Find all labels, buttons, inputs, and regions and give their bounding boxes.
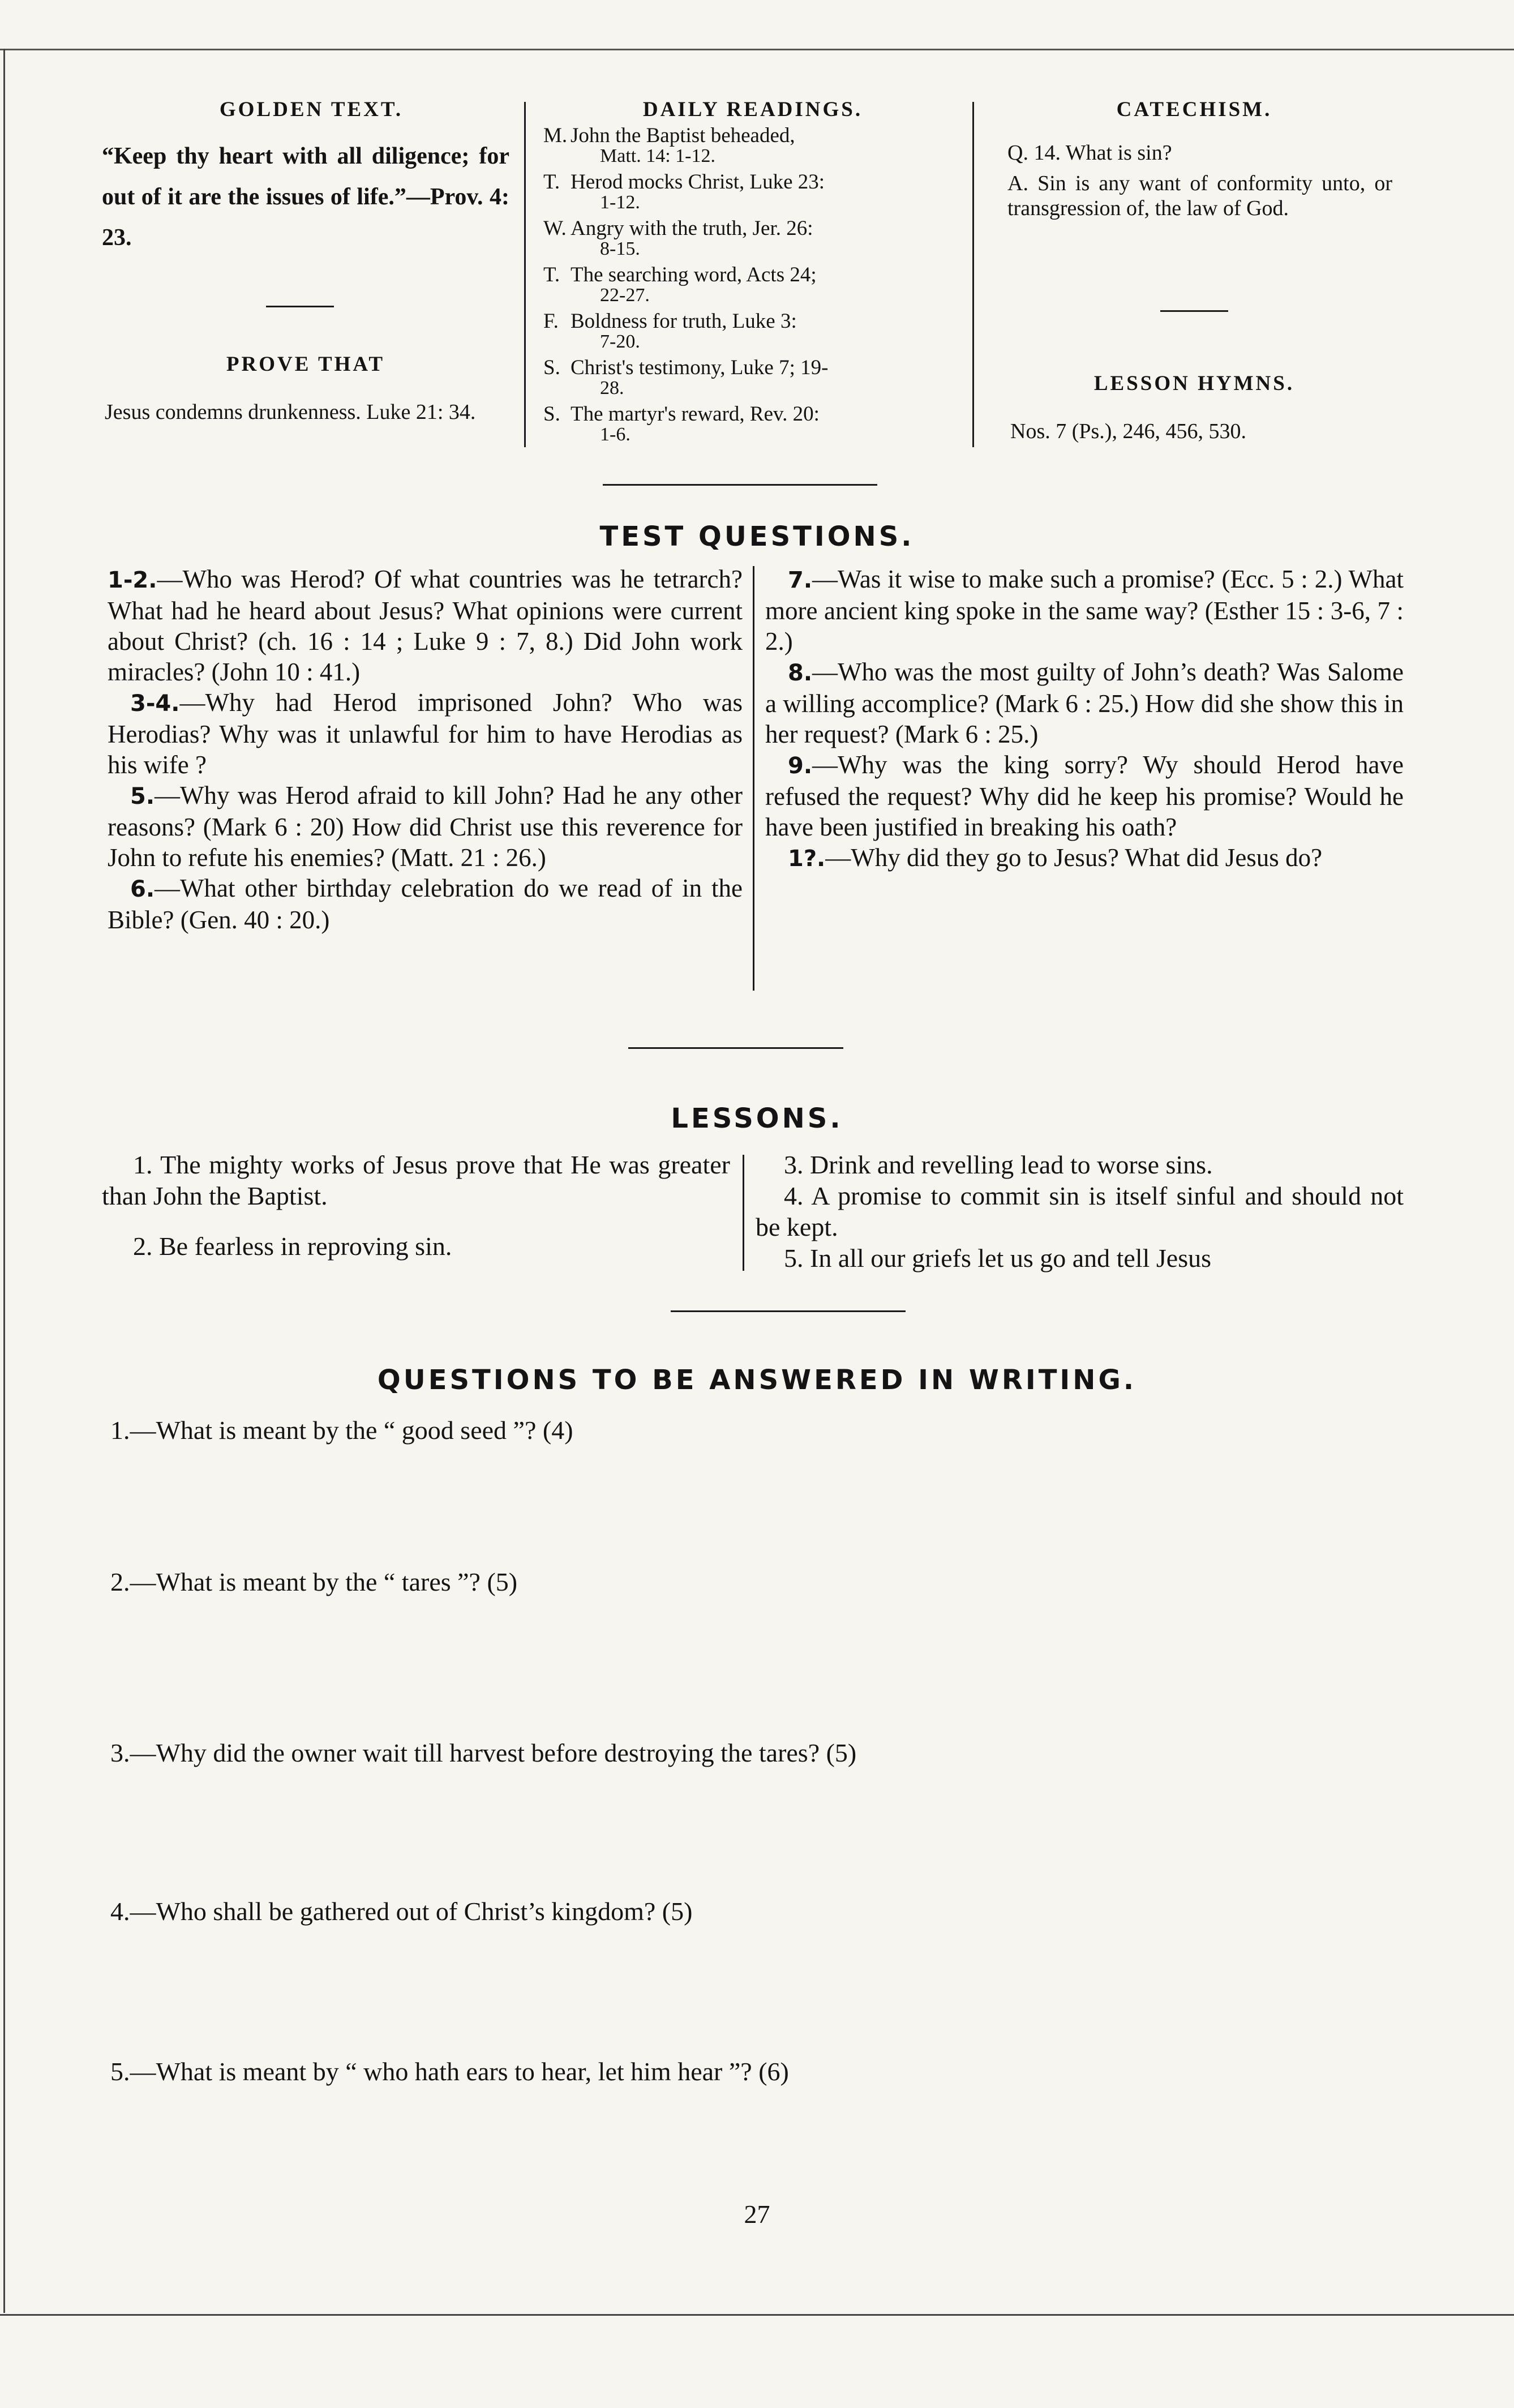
- test-question: 5.—Why was Herod afraid to kill John? Had he any other reasons? (Mark 6 : 20) How did Christ use this reverence for John to refute his enemies? (Matt. 21 : 26.): [108, 781, 743, 872]
- reading-item: W. Angry with the truth, Jer. 26: 8-15.: [543, 217, 813, 259]
- test-questions-heading: TEST QUESTIONS.: [599, 521, 915, 552]
- test-question: 1-2.—Who was Herod? Of what countries was he tetrarch? What had he heard about Jesus? What opinions were current about Christ? (ch. 16 : 14 ; Luke 9 : 7, 8.) Did John work miracles? (John 10 : 41.): [108, 565, 743, 686]
- lesson-item: 1. The mighty works of Jesus prove that He was greater than John the Baptist.: [102, 1150, 730, 1210]
- bottom-border-rule: [0, 2314, 1514, 2316]
- reading-item: M. John the Baptist beheaded, Matt. 14: 1-12.: [543, 124, 795, 166]
- written-question: 5.—What is meant by “ who hath ears to hear, let him hear ”? (6): [110, 2057, 789, 2086]
- section-divider: [603, 484, 877, 486]
- catechism-answer: A. Sin is any want of conformity unto, or transgression of, the law of God.: [1007, 172, 1392, 220]
- lesson-item: 2. Be fearless in reproving sin.: [133, 1232, 452, 1261]
- prove-that-text: Jesus condemns drunkenness. Luke 21: 34.: [105, 400, 476, 424]
- test-question: 3-4.—Why had Herod imprisoned John? Who was Herodias? Why was it unlawful for him to have Herodias as his wife ?: [108, 688, 743, 779]
- test-question: 8.—Who was the most guilty of John’s death? Was Salome a willing accomplice? (Mark 6 : 25.) How did she show this in her request? (Mark 6 : 25.): [765, 658, 1404, 748]
- lessons-heading: LESSONS.: [671, 1103, 843, 1134]
- lesson-item: 5. In all our griefs let us go and tell Jesus: [784, 1244, 1212, 1272]
- prove-that-heading: PROVE THAT: [226, 353, 385, 376]
- test-question: 6.—What other birthday celebration do we read of in the Bible? (Gen. 40 : 20.): [108, 874, 743, 934]
- test-question: 9.—Why was the king sorry? Wy should Herod have refused the request? Why did he keep his promise? Would he have been justified in breaking his oath?: [765, 751, 1404, 841]
- test-question: 7.—Was it wise to make such a promise? (Ecc. 5 : 2.) What more ancient king spoke in the same way? (Esther 15 : 3-6, 7 : 2.): [765, 565, 1404, 655]
- written-question: 4.—Who shall be gathered out of Christ’s kingdom? (5): [110, 1897, 693, 1926]
- section-divider: [628, 1047, 843, 1049]
- written-questions-heading: QUESTIONS TO BE ANSWERED IN WRITING.: [377, 1364, 1137, 1396]
- test-questions-left-column: [108, 564, 743, 935]
- lessons-right-column: [756, 1149, 1404, 1274]
- lesson-hymns-heading: LESSON HYMNS.: [1093, 372, 1295, 395]
- column-divider-2: [972, 102, 974, 447]
- test-question: 1?.—Why did they go to Jesus? What did Jesus do?: [788, 843, 1323, 872]
- reading-item: S. The martyr's reward, Rev. 20: 1-6.: [543, 402, 820, 445]
- left-border-rule: [3, 49, 5, 2313]
- reading-item: S. Christ's testimony, Luke 7; 19- 28.: [543, 356, 829, 399]
- written-question: 2.—What is meant by the “ tares ”? (5): [110, 1567, 518, 1596]
- written-question: 1.—What is meant by the “ good seed ”? (4): [110, 1416, 573, 1445]
- lesson-item: 3. Drink and revelling lead to worse sins.: [784, 1150, 1213, 1179]
- lesson-item: 4. A promise to commit sin is itself sinful and should not be kept.: [756, 1181, 1404, 1241]
- written-question: 3.—Why did the owner wait till harvest before destroying the tares? (5): [110, 1738, 857, 1767]
- daily-readings-heading: DAILY READINGS.: [642, 98, 863, 121]
- catechism-divider: [1160, 310, 1228, 312]
- column-divider-1: [524, 102, 526, 447]
- test-questions-divider: [753, 566, 754, 991]
- lesson-hymns-text: Nos. 7 (Ps.), 246, 456, 530.: [1010, 419, 1246, 443]
- test-questions-right-column: [765, 564, 1404, 874]
- page-number: 27: [744, 2200, 770, 2229]
- reading-item: F. Boldness for truth, Luke 3: 7-20.: [543, 310, 797, 352]
- golden-text-divider: [266, 306, 334, 307]
- catechism-heading: CATECHISM.: [1116, 98, 1272, 121]
- section-divider: [671, 1310, 906, 1312]
- reading-item: T. Herod mocks Christ, Luke 23: 1-12.: [543, 170, 825, 213]
- lessons-left-column: [102, 1149, 730, 1262]
- golden-text-heading: GOLDEN TEXT.: [219, 98, 404, 121]
- top-border-rule: [0, 49, 1514, 50]
- golden-text: “Keep thy heart with all diligence; for out of it are the issues of life.”—Prov. 4: 23.: [102, 143, 509, 251]
- lessons-divider: [743, 1155, 744, 1271]
- reading-item: T. The searching word, Acts 24; 22-27.: [543, 263, 817, 306]
- catechism-question: Q. 14. What is sin?: [1007, 141, 1172, 165]
